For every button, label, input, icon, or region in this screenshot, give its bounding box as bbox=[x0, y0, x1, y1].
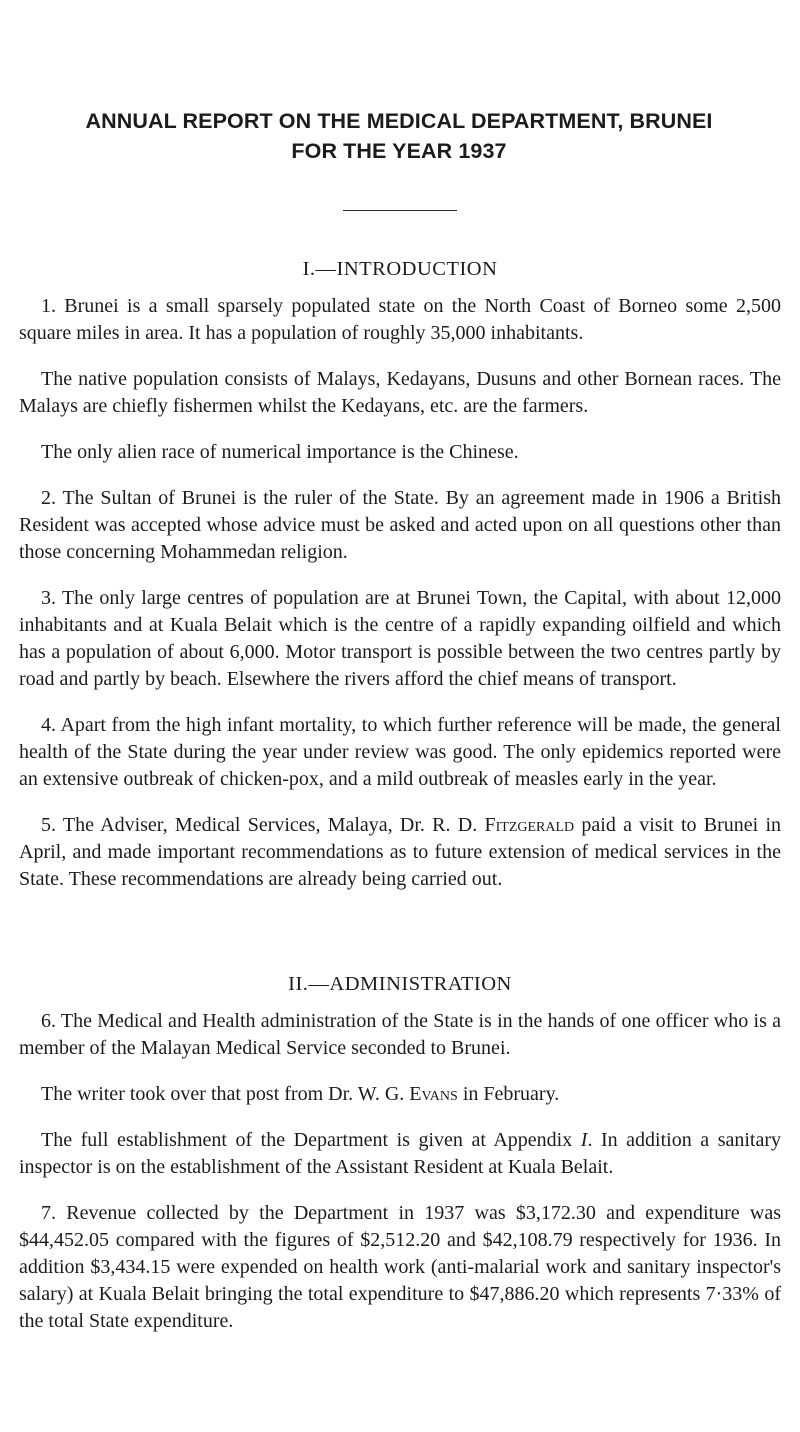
paragraph-establishment-lead: The full establishment of the Department is given at Appendix bbox=[41, 1129, 581, 1151]
introduction-heading: I.—INTRODUCTION bbox=[302, 258, 498, 280]
paragraph-1: 1. Brunei is a small sparsely populated state on the North Coast of Borneo some 2,500 square miles in area. It has a population of roughly 35,000 inhabitants. bbox=[19, 295, 781, 344]
paragraph-writer bbox=[19, 1081, 781, 1108]
paragraph-5 bbox=[19, 812, 781, 893]
paragraph-4: 4. Apart from the high infant mortality, to which further reference will be made, the general health of the State during the year under review was good. The only epidemics reported were an extensive outbreak of chicken-pox, and a mild outbreak of measles early in the year. bbox=[19, 714, 781, 790]
paragraph-writer-rest: in February. bbox=[457, 1083, 560, 1105]
paragraph-5-rest: paid a visit to Brunei in April, and made important recommendations as to future extension of medical services in the State. These recommendations are already being carried out. bbox=[19, 814, 781, 890]
administration-heading: II.—ADMINISTRATION bbox=[288, 973, 512, 995]
paragraph-7: 7. Revenue collected by the Department in 1937 was $3,172.30 and expenditure was $44,452.05 compared with the figures of $2,512.20 and $42,108.79 respectively for 1936. In addition $3,434.15 were expended on health work (anti-malarial work and sanitary inspector's salary) at Kuala Belait bringing the total expenditure to $47,886.20 which represents 7·33% of the total State expenditure. bbox=[19, 1202, 781, 1332]
paragraph-alien-race: The only alien race of numerical importance is the Chinese. bbox=[41, 441, 519, 463]
paragraph-establishment-rest: . In addition a sanitary inspector is on the establishment of the Assistant Resident at Kuala Belait. bbox=[19, 1129, 782, 1178]
adviser-name: Fitzgerald bbox=[484, 814, 575, 836]
paragraph-5-lead: 5. The Adviser, Medical Services, Malaya, Dr. R. D. bbox=[41, 814, 485, 836]
predecessor-name: Evans bbox=[409, 1083, 458, 1105]
document-title-line-2: FOR THE YEAR 1937 bbox=[291, 139, 507, 163]
administration-section bbox=[19, 1008, 781, 1335]
document-title-line-1: ANNUAL REPORT ON THE MEDICAL DEPARTMENT, BRUNEI bbox=[85, 109, 713, 133]
paragraph-native-population: The native population consists of Malays, Kedayans, Dusuns and other Bornean races. The Malays are chiefly fishermen whilst the Kedayans, etc. are the farmers. bbox=[19, 368, 781, 417]
introduction-section bbox=[19, 293, 781, 893]
paragraph-3: 3. The only large centres of population are at Brunei Town, the Capital, with about 12,000 inhabitants and at Kuala Belait which is the centre of a rapidly expanding oilfield and which has a population of about 6,000. Motor transport is possible between the two centres partly by road and partly by beach. Elsewhere the rivers afford the chief means of transport. bbox=[19, 587, 781, 690]
paragraph-writer-lead: The writer took over that post from Dr. W. G. bbox=[41, 1083, 410, 1105]
paragraph-2: 2. The Sultan of Brunei is the ruler of the State. By an agreement made in 1906 a British Resident was accepted whose advice must be asked and acted upon on all questions other than those concerning Mohammedan religion. bbox=[19, 487, 781, 563]
appendix-reference: I bbox=[580, 1129, 588, 1151]
title-divider bbox=[343, 210, 457, 211]
paragraph-6: 6. The Medical and Health administration of the State is in the hands of one officer who is a member of the Malayan Medical Service seconded to Brunei. bbox=[19, 1010, 781, 1059]
paragraph-establishment bbox=[19, 1127, 781, 1181]
